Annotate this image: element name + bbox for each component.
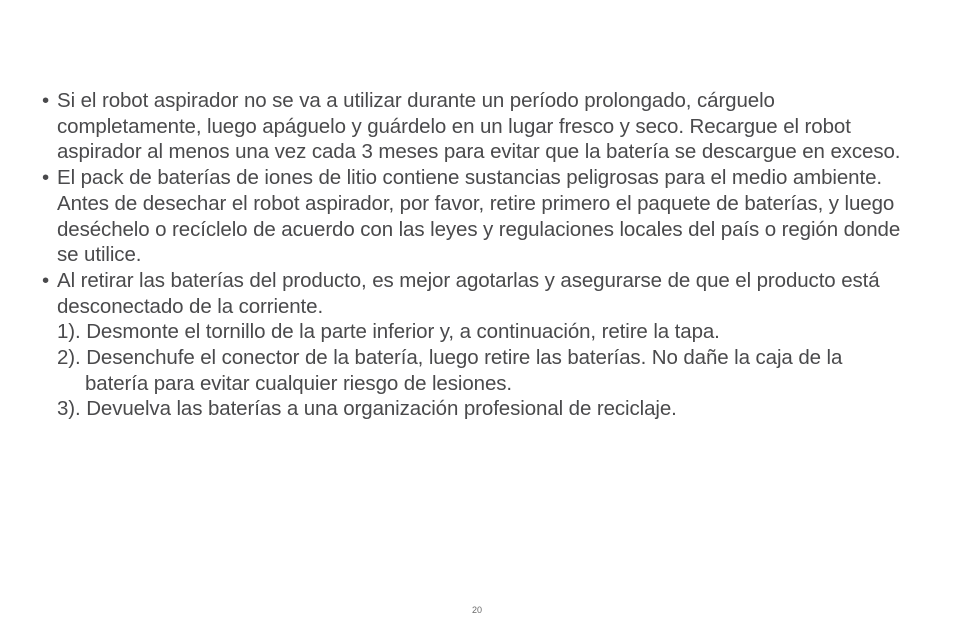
bullet-text: El pack de baterías de iones de litio contiene sustancias peligrosas para el medio ambiente. Antes de desechar el robot aspirador, por favor, retire primero el paquete de baterías, y luego deséchelo o recíclelo de acuerdo con las leyes y regulaciones locales del país o región donde se utilice. xyxy=(57,166,901,267)
bullet-text: Si el robot aspirador no se va a utilizar durante un período prolongado, cárguelo completamente, luego apáguelo y guárdelo en un lugar fresco y seco. Recargue el robot aspirador al menos una vez cada 3 meses para evitar que la batería se descargue en exceso. xyxy=(57,89,901,164)
document-body xyxy=(42,88,902,422)
bullet-item xyxy=(42,165,902,268)
page-number: 20 xyxy=(471,605,482,615)
bullet-item xyxy=(42,268,902,319)
bullet-mark: • xyxy=(42,166,50,190)
step-item: 3). Devuelva las baterías a una organización profesional de reciclaje. xyxy=(57,397,677,421)
bullet-text: Al retirar las baterías del producto, es mejor agotarlas y asegurarse de que el producto está desconectado de la corriente. xyxy=(57,268,880,318)
bullet-item xyxy=(42,88,902,165)
bullet-mark: • xyxy=(42,89,50,112)
bullet-mark: • xyxy=(42,268,50,292)
step-item: 1). Desmonte el tornillo de la parte inferior y, a continuación, retire la tapa. xyxy=(57,320,720,344)
step-item: 2). Desenchufe el conector de la batería, luego retire las baterías. No dañe la caja de la batería para evitar cualquier riesgo de lesiones. xyxy=(57,346,843,395)
